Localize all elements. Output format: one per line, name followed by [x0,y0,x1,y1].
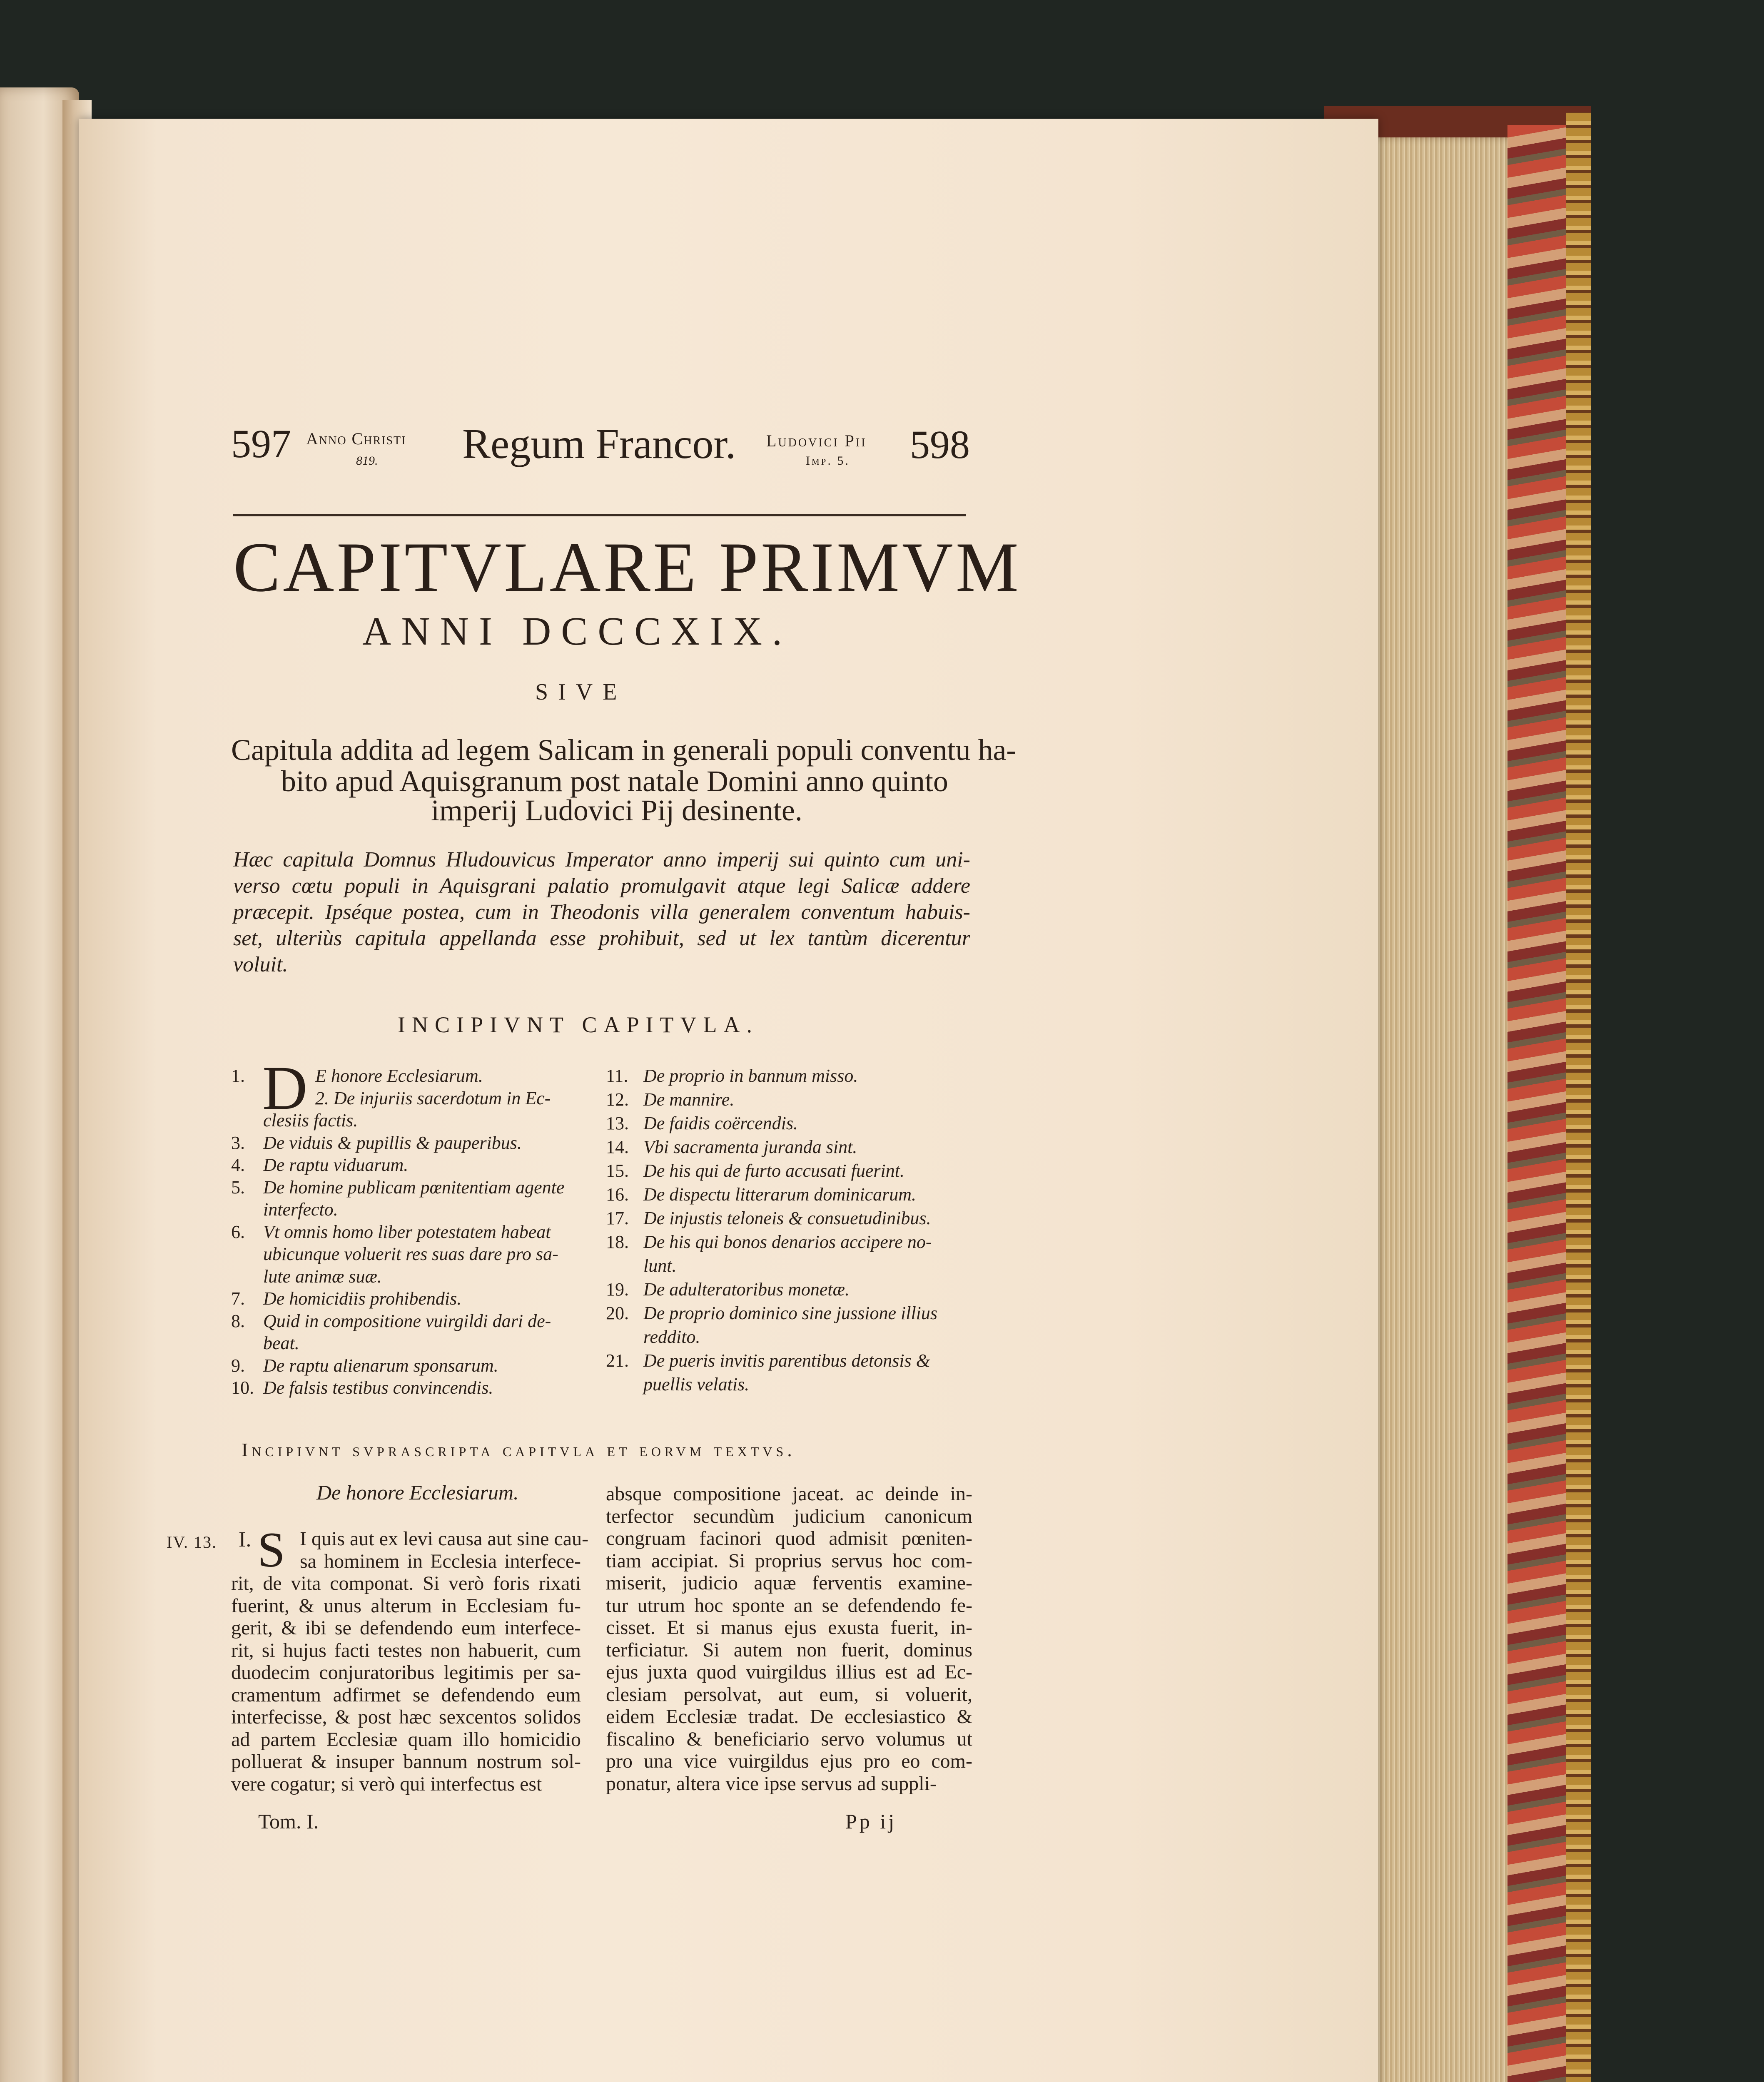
body-text-line: rit, si hujus facti testes non habuerit, cum [231,1639,581,1661]
ludovici-pii: Ludovici Pii [766,431,867,450]
contents-item-number: 6. [231,1221,245,1242]
contents-item-text: De homicidiis prohibendis. [263,1288,462,1309]
contents-item-number: 5. [231,1177,245,1198]
body-text-line: sa hominem in Ecclesia interfece- [300,1550,581,1572]
contents-item-text: De mannire. [643,1089,735,1110]
running-title: Regum Francor. [462,421,736,468]
volume-label: Tom. I. [258,1810,319,1833]
body-text-line: absque compositione jaceat. ac deinde in- [606,1483,972,1505]
body-text-line: ejus juxta quod vuirgildus illius est ad Ec- [606,1661,972,1683]
body-text-line: tiam accipiat. Si proprius servus hoc com- [606,1549,972,1572]
body-text-line: clesiam persolvat, aut eum, si voluerit, [606,1683,972,1706]
contents-item-text: De dispectu litterarum dominicarum. [643,1184,917,1205]
title-sive: SIVE [535,679,627,705]
contents-item-number: 11. [606,1066,628,1086]
gilt-border [1566,112,1591,2082]
body-text-line: duodecim conjuratoribus legitimis per sa- [231,1661,581,1684]
contents-item-number: 8. [231,1310,245,1331]
contents-item-number: 3. [231,1132,245,1153]
body-text-line: congruam facinori quod admisit pœniten- [606,1527,972,1549]
contents-item-text: Quid in compositione vuirgildi dari de- [263,1310,551,1331]
body-text-line: gerit, & ibi se defendendo eum interfece- [231,1617,581,1639]
contents-item-number: 4. [231,1155,245,1175]
contents-item-number: 18. [606,1232,629,1252]
contents-item-text: De injustis teloneis & consuetudinibus. [643,1208,931,1228]
body-text-line: rit, de vita componat. Si verò foris rixati [231,1572,581,1594]
subtitle-line-3: imperij Ludovici Pij desinente. [431,794,802,827]
header-rule [233,514,966,516]
subtitle-line-1: Capitula addita ad legem Salicam in generali populi conventu ha- [231,733,1017,767]
section-heading: De honore Ecclesiarum. [316,1481,519,1504]
page-edges [1358,137,1516,2082]
contents-item-text: Vbi sacramenta juranda sint. [643,1137,857,1157]
contents-item-text: De proprio in bannum misso. [643,1066,858,1086]
intro-line-3: præcepit. Ipséque postea, cum in Theodonis villa generalem conventum habuis- [233,900,970,924]
contents-item-number: 15. [606,1161,629,1181]
contents-item-text: clesiis factis. [263,1110,358,1131]
page-number-right: 598 [910,422,970,467]
contents-item-text: De his qui de furto accusati fuerint. [643,1161,904,1181]
contents-item-text: De faidis coërcendis. [643,1113,798,1133]
contents-item-number: 7. [231,1288,245,1309]
page-number-left: 597 [231,421,291,466]
contents-item-text: De his qui bonos denarios accipere no- [643,1232,932,1252]
intro-line-5: voluit. [233,953,288,976]
contents-item-text: lunt. [643,1255,677,1276]
anno-year: 819. [356,454,378,468]
contents-item-number: 16. [606,1184,629,1205]
contents-item-text: 2. De injuriis sacerdotum in Ec- [315,1088,551,1108]
body-text-line: pro una vice vuirgildus ejus pro eo com- [606,1750,972,1772]
body-text-line: eidem Ecclesiæ tradat. De ecclesiastico & [606,1706,972,1728]
intro-line-2: verso cœtu populi in Aquisgrani palatio promulgavit atque legi Salicæ addere [233,874,970,898]
body-text-line: fiscalino & beneficiario servo volumus ut [606,1728,972,1750]
contents-item-text: ubicunque voluerit res suas dare pro sa- [263,1244,558,1264]
contents-heading: INCIPIVNT CAPITVLA. [398,1012,759,1037]
contents-item-number: 10. [231,1377,254,1398]
imperii-year: Imp. 5. [806,454,850,468]
contents-item-text: De raptu viduarum. [263,1155,409,1175]
contents-item-text: Vt omnis homo liber potestatem habeat [263,1221,551,1242]
body-text-line: cisset. Et si manus ejus exusta fuerit, in- [606,1616,972,1639]
contents-item-number: 21. [606,1350,629,1371]
contents-item-text: reddito. [643,1327,700,1347]
body-text-line: interfecisse, & post hæc sexcentos solidos [231,1706,581,1728]
chapter-number: I. [239,1528,252,1552]
contents-item-number: 12. [606,1089,629,1110]
contents-item-text: De proprio dominico sine jussione illius [643,1303,938,1323]
text-heading: Incipivnt svprascripta capitvla et eorvm textvs. [242,1439,796,1460]
contents-item-number: 1. [231,1066,245,1086]
intro-line-4: set, ulteriùs capitula appellanda esse prohibuit, sed ut lex tantùm dicerentur [233,926,970,950]
contents-item-text: De adulteratoribus monetæ. [643,1279,850,1300]
contents-item-text: beat. [263,1333,299,1353]
anno-christi: Anno Christi [306,429,406,448]
contents-item-number: 14. [606,1137,629,1157]
body-text-line: I quis aut ex levi causa aut sine cau- [300,1528,589,1550]
contents-item-number: 17. [606,1208,629,1228]
contents-item-number: 19. [606,1279,629,1300]
contents-item-text: interfecto. [263,1199,338,1220]
body-text-line: tur utrum hoc sponte an se defendendo fe- [606,1594,972,1616]
subtitle-line-2: bito apud Aquisgranum post natale Domini anno quinto [281,765,948,798]
body-text-line: vere cogatur; si verò qui interfectus est [231,1773,542,1795]
body-text-line: fuerint, & unus alterum in Ecclesiam fu- [231,1594,581,1617]
contents-item-text: De homine publicam pœnitentiam agente [263,1177,565,1198]
body-text-line: terficiatur. Si autem non fuerit, dominus [606,1639,972,1661]
contents-item-text: De raptu alienarum sponsarum. [263,1355,498,1376]
main-title: CAPITVLARE PRIMVM [233,528,1021,606]
body-text-line: polluerat & insuper bannum nostrum sol- [231,1751,581,1773]
contents-item-number: 20. [606,1303,629,1323]
contents-item-text: lute animæ suæ. [263,1266,382,1287]
contents-dropcap: D [262,1053,308,1123]
contents-item-number: 9. [231,1355,245,1376]
body-text-line: cramentum adfirmet se defendendo eum [231,1684,581,1706]
body-dropcap: S [257,1522,285,1577]
body-text-line: miserit, judicio aquæ ferventis examine- [606,1572,972,1594]
contents-item-number: 13. [606,1113,629,1133]
body-text-line: ad partem Ecclesiæ quam illo homicidio [231,1728,581,1751]
body-text-line: terfector secundùm judicium canonicum [606,1505,972,1527]
contents-item-text: De pueris invitis parentibus detonsis & [643,1350,930,1371]
intro-line-1: Hæc capitula Domnus Hludouvicus Imperator anno imperij sui quinto cum uni- [233,848,970,872]
contents-item-text: E honore Ecclesiarum. [315,1066,483,1086]
contents-item-text: puellis velatis. [643,1374,750,1395]
body-text-line: ponatur, altera vice ipse servus ad suppli- [606,1772,937,1795]
signature-mark: Pp ij [845,1810,897,1833]
title-year: ANNI DCCCXIX. [362,609,792,653]
contents-item-text: De viduis & pupillis & pauperibus. [263,1132,522,1153]
contents-item-text: De falsis testibus convincendis. [263,1377,493,1398]
margin-reference: IV. 13. [167,1533,217,1552]
